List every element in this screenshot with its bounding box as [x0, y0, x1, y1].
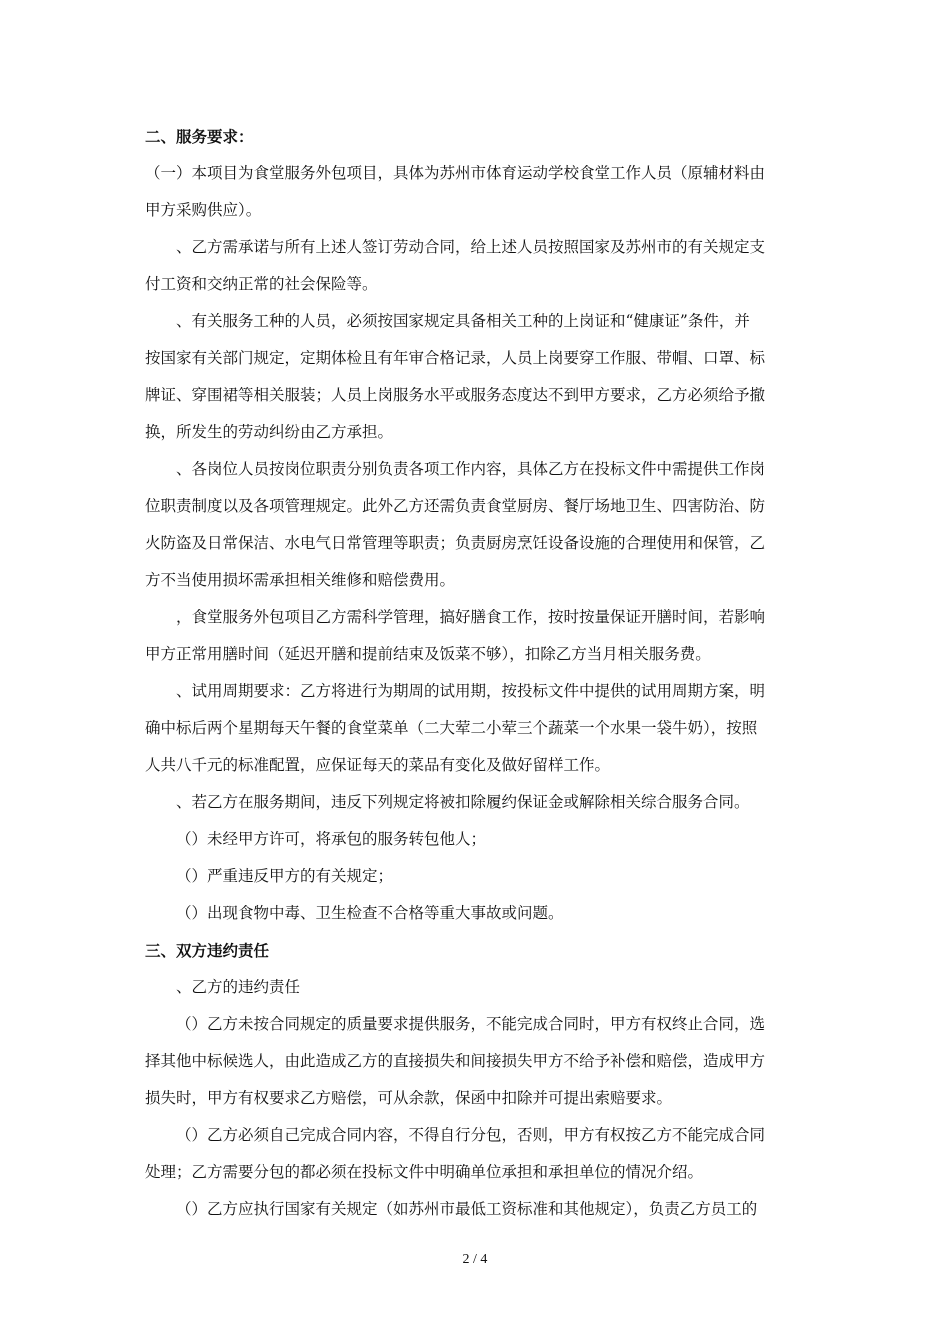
paragraph-line: 位职责制度以及各项管理规定。此外乙方还需负责食堂厨房、餐厅场地卫生、四害防治、防 [145, 497, 766, 515]
paragraph-line: 择其他中标候选人，由此造成乙方的直接损失和间接损失甲方不给予补偿和赔偿，造成甲方 [145, 1052, 766, 1070]
section-2-heading: 二、服务要求： [145, 127, 254, 146]
paragraph-line: 、各岗位人员按岗位职责分别负责各项工作内容，具体乙方在投标文件中需提供工作岗 [176, 460, 766, 478]
paragraph-line: （）乙方应执行国家有关规定（如苏州市最低工资标准和其他规定），负责乙方员工的 [176, 1200, 758, 1218]
subheading: 、乙方的违约责任 [176, 978, 301, 996]
paragraph-line: 处理；乙方需要分包的都必须在投标文件中明确单位承担和承担单位的情况介绍。 [145, 1163, 704, 1181]
paragraph-line: 换，所发生的劳动纠纷由乙方承担。 [145, 423, 394, 441]
paragraph-line: （）乙方必须自己完成合同内容，不得自行分包，否则，甲方有权按乙方不能完成合同 [176, 1126, 766, 1144]
paragraph-line: 按国家有关部门规定，定期体检且有年审合格记录，人员上岗要穿工作服、带帽、口罩、标 [145, 349, 766, 367]
section-3-heading: 三、双方违约责任 [145, 941, 270, 960]
paragraph-line: 、有关服务工种的人员，必须按国家规定具备相关工种的上岗证和“健康证”条件，并 [176, 312, 750, 330]
paragraph-line: 、乙方需承诺与所有上述人签订劳动合同，给上述人员按照国家及苏州市的有关规定支 [176, 238, 766, 256]
paragraph-line: （一）本项目为食堂服务外包项目，具体为苏州市体育运动学校食堂工作人员（原辅材料由 [145, 164, 766, 182]
paragraph-line: 牌证、穿围裙等相关服装；人员上岗服务水平或服务态度达不到甲方要求，乙方必须给予撤 [145, 386, 766, 404]
paragraph-line: 、试用周期要求：乙方将进行为期周的试用期，按投标文件中提供的试用周期方案，明 [176, 682, 766, 700]
paragraph-line: ，食堂服务外包项目乙方需科学管理，搞好膳食工作，按时按量保证开膳时间，若影响 [176, 608, 766, 626]
list-item: （）未经甲方许可，将承包的服务转包他人； [176, 830, 487, 848]
paragraph-line: 确中标后两个星期每天午餐的食堂菜单（二大荤二小荤三个蔬菜一个水果一袋牛奶），按照 [145, 719, 758, 737]
paragraph-line: 损失时，甲方有权要求乙方赔偿，可从余款，保函中扣除并可提出索赔要求。 [145, 1089, 673, 1107]
paragraph-line: 甲方采购供应）。 [145, 201, 262, 219]
paragraph-line: （）乙方未按合同规定的质量要求提供服务，不能完成合同时，甲方有权终止合同，选 [176, 1015, 766, 1033]
paragraph-line: 人共八千元的标准配置，应保证每天的菜品有变化及做好留样工作。 [145, 756, 611, 774]
document-body [145, 118, 810, 1228]
list-item: （）严重违反甲方的有关规定； [176, 867, 394, 885]
paragraph-line: 方不当使用损坏需承担相关维修和赔偿费用。 [145, 571, 456, 589]
list-item: （）出现食物中毒、卫生检查不合格等重大事故或问题。 [176, 904, 564, 922]
paragraph-line: 付工资和交纳正常的社会保险等。 [145, 275, 378, 293]
paragraph-line: 火防盗及日常保洁、水电气日常管理等职责；负责厨房烹饪设备设施的合理使用和保管，乙 [145, 534, 766, 552]
paragraph-line: 甲方正常用膳时间（延迟开膳和提前结束及饭菜不够），扣除乙方当月相关服务费。 [145, 645, 711, 663]
page-number: 2 / 4 [462, 1252, 488, 1267]
paragraph-line: 、若乙方在服务期间，违反下列规定将被扣除履约保证金或解除相关综合服务合同。 [176, 793, 750, 811]
